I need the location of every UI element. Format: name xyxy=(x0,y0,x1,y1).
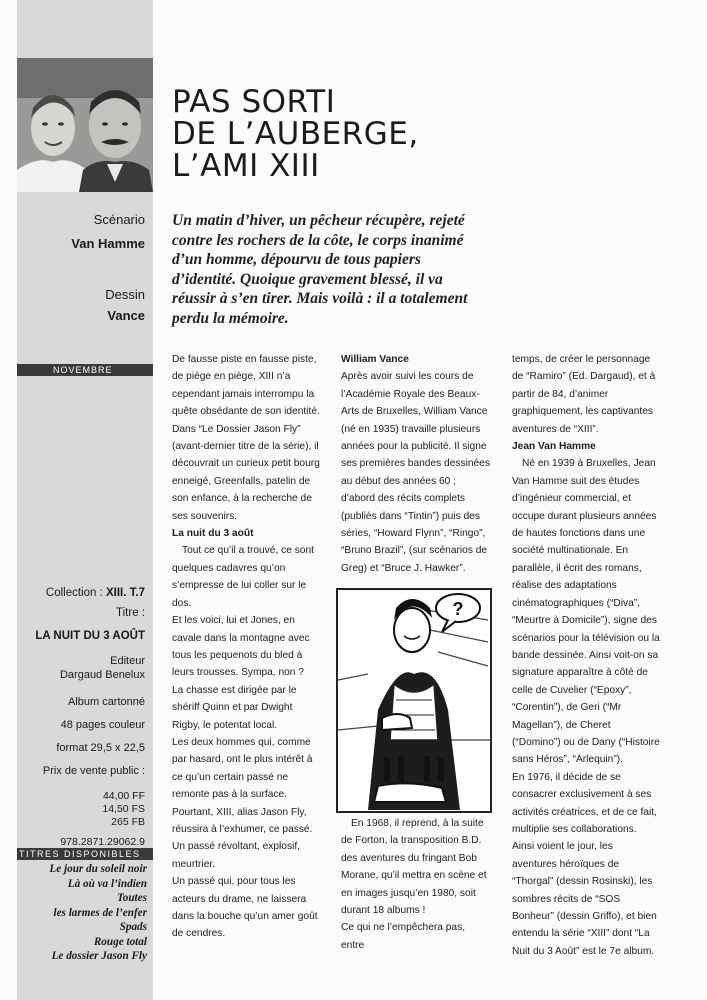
price-ff: 44,00 FF xyxy=(102,790,145,802)
column-3 xyxy=(512,351,660,960)
titre-item: Le jour du soleil noir xyxy=(49,863,147,875)
titre-item: Rouge total xyxy=(93,935,147,948)
month-tag: NOVEMBRE xyxy=(17,364,153,376)
titres-list xyxy=(49,862,147,964)
paragraph: Né en 1939 à Bruxelles, Jean Van Hamme suit des études d’ingénieur commercial, et occupe durant plusieurs années de hautes fonctions dans une société multinationale. En parallèle, il écrit des romans, réalise des adaptations cinématographiques (“Diva”, “Meurtre à Domicile”), signe des scénarios pour la télévision ou la bande dessinée. Ainsi voit-on sa signature apparaître à côté de celle de Cuvelier (“Epoxy”, “Corentin”), de Geri (“Mr Magellan”), de Cheret (“Domino”) ou de Dany (“Histoire sans Héros”, “Arlequin”). xyxy=(512,458,660,766)
section-heading: La nuit du 3 août xyxy=(172,528,254,540)
editeur-value: Dargaud Benelux xyxy=(59,669,145,681)
paragraph: Un passé révoltant, explosif, meurtrier. xyxy=(172,841,300,870)
paragraph: Dans “Le Dossier Jason Fly” (avant-dernier titre de la série), il découvrait un curieux petit bourg enneigé, Greenfalls, patelin de son enfance, à la recherche de ses souvenirs. xyxy=(172,423,320,522)
pages-count: 48 pages couleur xyxy=(60,719,145,731)
paragraph: Et les voici, lui et Jones, en cavale dans la montagne avec tous les pequenots du bled à leurs trousses. Sympa, non ? xyxy=(172,615,310,679)
speech-bubble-text: ? xyxy=(452,599,464,619)
column-2 xyxy=(341,351,491,577)
paragraph: Les deux hommes qui, comme par hasard, ont le plus intérêt à ce qu’un certain passé ne remonte pas à la surface. xyxy=(172,736,313,801)
scenario-label: Scénario xyxy=(93,212,145,227)
paragraph: Tout ce qu’il a trouvé, ce sont quelques cadavres qu’on s’empresse de lui coller sur le dos. xyxy=(172,545,314,609)
editeur-label: Editeur xyxy=(110,655,145,667)
price-fb: 265 FB xyxy=(111,816,145,828)
column-1 xyxy=(172,351,322,943)
scenario-name: Van Hamme xyxy=(71,236,145,251)
paragraph: Ce qui ne l’empêchera pas, entre xyxy=(341,922,466,951)
price-fs: 14,50 FS xyxy=(102,803,145,815)
collection xyxy=(46,585,145,601)
paragraph: En 1976, il décide de se consacrer exclusivement à ses activités créatrices, et de ce fait, multiplie ses collaborations. Ainsi voient le jour, les aventures héroïques de “Thorgal” (dessin Rosinski), les sombres récits de “SOS Bonheur” (dessin Griffo), et bien entendu la série “XIII” dont “La Nuit du 3 Août” est le 7e album. xyxy=(512,771,657,957)
comic-drawing xyxy=(338,590,490,811)
collection-label: Collection : xyxy=(45,587,103,599)
comic-illustration xyxy=(336,588,492,813)
column-2-bottom xyxy=(341,815,491,954)
titre-label: Titre : xyxy=(116,607,145,619)
paragraph: Un passé qui, pour tous les acteurs du drame, ne laissera dans la bouche qu’un amer goût de cendres. xyxy=(172,876,318,940)
section-heading: Jean Van Hamme xyxy=(512,441,596,453)
paragraph: En 1968, il reprend, à la suite de Forton, la transposition B.D. des aventures du fringant Bob Morane, qu’il mettra en scène et en images jusqu’en 1980, soit durant 18 albums ! xyxy=(341,818,487,917)
titre-item: Toutes xyxy=(116,892,147,904)
titre-value: LA NUIT DU 3 AOÛT xyxy=(35,630,145,642)
title-line: L’AMI XIII xyxy=(172,148,320,184)
collection-value: XIII. T.7 xyxy=(106,587,145,599)
titre-item: Le dossier Jason Fly xyxy=(51,950,147,962)
article-lead: Un matin d’hiver, un pêcheur récupère, rejeté contre les rochers de la côte, le corps inanimé d’un homme, dépourvu de tous papiers d’identité. Quoique gravement blessé, il va réussir à s’en tirer. Mais voilà : il a totalement perdu la mémoire. xyxy=(172,212,468,327)
isbn: 978.2871.29062.9 xyxy=(60,836,145,848)
paragraph: De fausse piste en fausse piste, de piège en piège, XIII n’a cependant jamais interrompu la quête obsédante de son identité. xyxy=(172,354,320,418)
authors-photo xyxy=(17,58,153,192)
titre-item: Spads xyxy=(119,921,147,933)
prix-label: Prix de vente public : xyxy=(42,765,145,777)
paragraph: Après avoir suivi les cours de l’Académie Royale des Beaux-Arts de Bruxelles, William Vance (né en 1935) travaille plusieurs années pour la publicité. Il signe ses premières bandes dessinées au début des années 60 ; d’abord des récits complets (publiés dans “Tintin”) puis des séries, “Howard Flynn”, “Ringo”, “Bruno Brazil”, (sur scénarios de Greg) et “Bruce J. Hawker”. xyxy=(341,371,490,574)
dessin-name: Vance xyxy=(107,308,145,323)
section-heading: William Vance xyxy=(341,354,409,365)
paragraph: La chasse est dirigée par le shériff Quinn et par Dwight Rigby, le potentat local. xyxy=(172,684,297,731)
titre-item: Là où va l’indien xyxy=(67,877,147,890)
album-type: Album cartonné xyxy=(67,696,145,708)
title-line: DE L’AUBERGE, xyxy=(172,116,419,152)
album-format: format 29,5 x 22,5 xyxy=(56,742,145,754)
paragraph: temps, de créer le personnage de “Ramiro” (Ed. Dargaud), et à partir de 84, d’animer graphiquement, les captivantes aventures de “XIII”. xyxy=(512,354,656,435)
titre-item: les larmes de l’enfer xyxy=(53,906,147,919)
dessin-label: Dessin xyxy=(105,287,145,302)
prices xyxy=(102,790,145,829)
paragraph: Pourtant, XIII, alias Jason Fly, réussira à l’exhumer, ce passé. xyxy=(172,806,313,835)
title-line: PAS SORTI xyxy=(172,84,336,120)
article-title xyxy=(172,86,419,182)
titres-header: TITRES DISPONIBLES xyxy=(17,848,153,860)
